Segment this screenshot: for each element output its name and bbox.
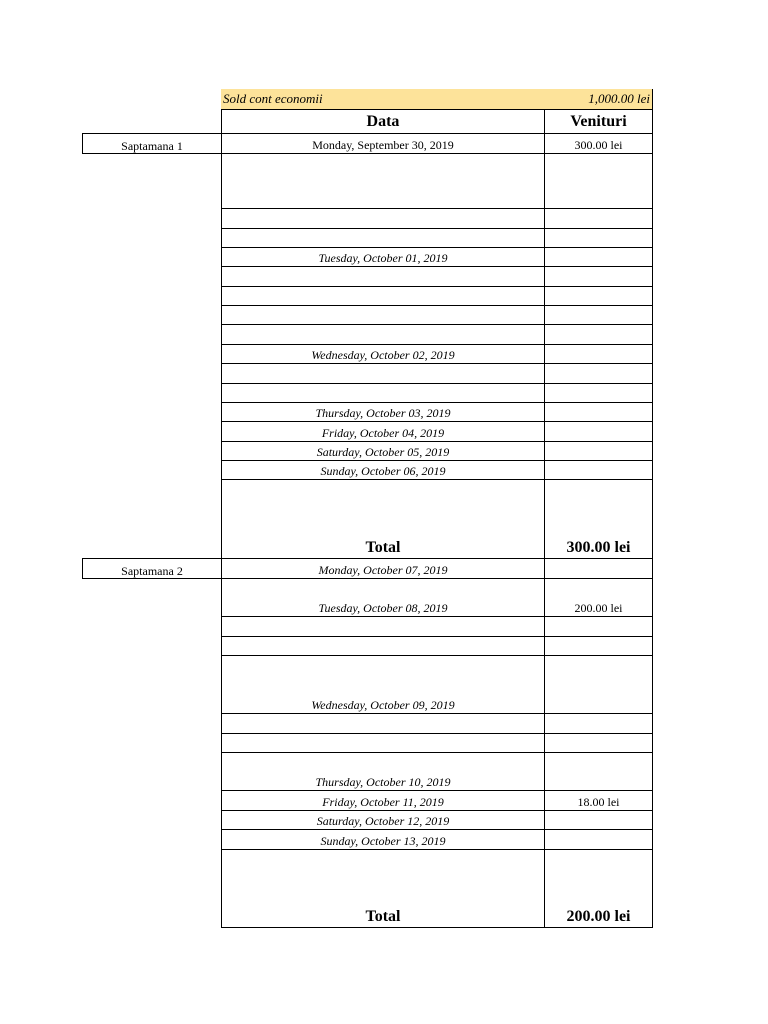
grid-line (221, 286, 653, 287)
date-cell[interactable]: Saturday, October 12, 2019 (316, 814, 450, 828)
date-cell[interactable]: Saturday, October 05, 2019 (316, 445, 450, 459)
date-cell[interactable]: Friday, October 11, 2019 (322, 795, 444, 809)
grid-line (221, 153, 653, 154)
grid-line (221, 383, 653, 384)
week-total-value[interactable]: 300.00 lei (566, 539, 631, 556)
grid-line (221, 266, 653, 267)
grid-line (221, 208, 653, 209)
grid-line (221, 636, 653, 637)
week-total-value[interactable]: 200.00 lei (566, 908, 631, 925)
savings-balance-value: 1,000.00 lei (588, 91, 650, 106)
date-cell[interactable]: Thursday, October 10, 2019 (315, 775, 451, 789)
date-cell[interactable]: Sunday, October 13, 2019 (320, 834, 446, 848)
savings-balance-row (221, 89, 653, 109)
income-cell[interactable]: 200.00 lei (574, 601, 623, 615)
savings-balance-label: Sold cont economii (223, 91, 323, 106)
date-cell[interactable]: Tuesday, October 01, 2019 (318, 251, 448, 265)
date-cell[interactable]: Friday, October 04, 2019 (321, 426, 445, 440)
header-date[interactable]: Data (366, 113, 400, 130)
grid-line (652, 89, 653, 927)
week-label: Saptamana 2 (121, 564, 183, 578)
date-cell[interactable]: Thursday, October 03, 2019 (315, 406, 451, 420)
date-cell[interactable]: Wednesday, October 02, 2019 (311, 348, 455, 362)
date-cell[interactable]: Wednesday, October 09, 2019 (311, 698, 455, 712)
date-cell[interactable]: Sunday, October 06, 2019 (320, 464, 446, 478)
date-cell[interactable]: Monday, September 30, 2019 (312, 138, 454, 152)
grid-line (221, 363, 653, 364)
header-income[interactable]: Venituri (570, 113, 627, 130)
week-total-label: Total (365, 908, 401, 925)
grid-line (221, 616, 653, 617)
date-cell[interactable]: Tuesday, October 08, 2019 (318, 601, 448, 615)
grid-line (221, 228, 653, 229)
date-cell[interactable]: Monday, October 07, 2019 (318, 563, 448, 577)
grid-line (221, 733, 653, 734)
grid-line (221, 713, 653, 714)
grid-line (221, 927, 653, 928)
income-cell[interactable]: 18.00 lei (577, 795, 620, 809)
income-cell[interactable]: 300.00 lei (574, 138, 623, 152)
week-total-label: Total (365, 539, 401, 556)
grid-line (221, 305, 653, 306)
week-label: Saptamana 1 (121, 139, 183, 153)
grid-line (221, 324, 653, 325)
